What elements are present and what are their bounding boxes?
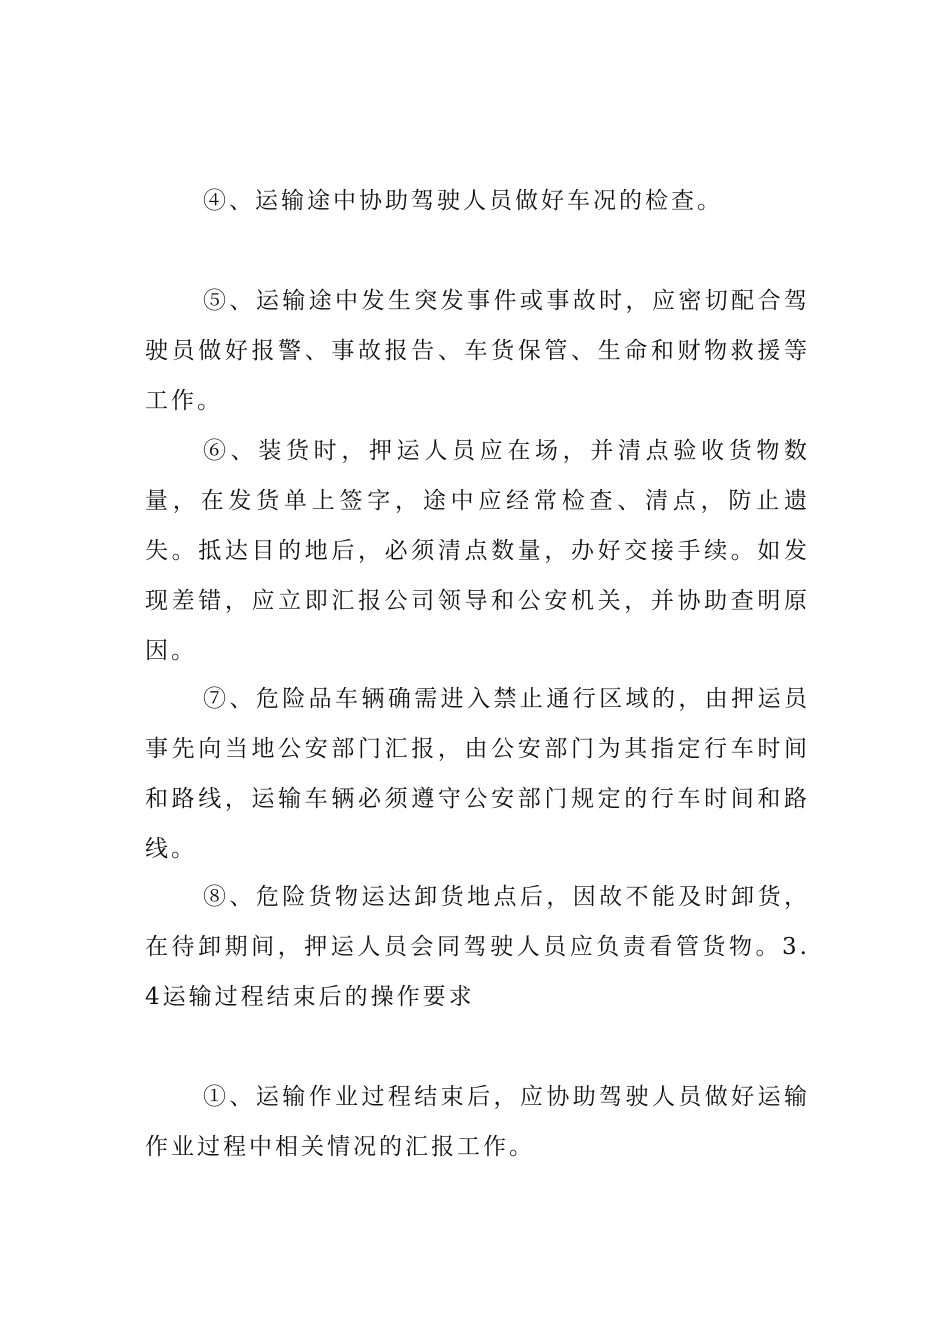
paragraph-item-7: ⑦、危险品车辆确需进入禁止通行区域的，由押运员事先向当地公安部门汇报，由公安部门为其指定行车时间和路线，运输车辆必须遵守公安部门规定的行车时间和路线。	[145, 686, 810, 862]
paragraph-item-4: ④、运输途中协助驾驶人员做好车况的检查。	[203, 188, 723, 214]
paragraph-item-1-post-transport: ①、运输作业过程结束后，应协助驾驶人员做好运输作业过程中相关情况的汇报工作。	[145, 1084, 810, 1160]
paragraph-item-8: ⑧、危险货物运达卸货地点后，因故不能及时卸货，在待卸期间，押运人员会同驾驶人员应负责看管货物。3.4运输过程结束后的操作要求	[145, 884, 810, 1010]
paragraph-item-5: ⑤、运输途中发生突发事件或事故时，应密切配合驾驶员做好报警、事故报告、车货保管、生命和财物救援等工作。	[145, 288, 810, 414]
paragraph-item-6: ⑥、装货时，押运人员应在场，并清点验收货物数量，在发货单上签字，途中应经常检查、清点，防止遗失。抵达目的地后，必须清点数量，办好交接手续。如发现差错，应立即汇报公司领导和公安机关，并协助查明原因。	[145, 438, 810, 664]
